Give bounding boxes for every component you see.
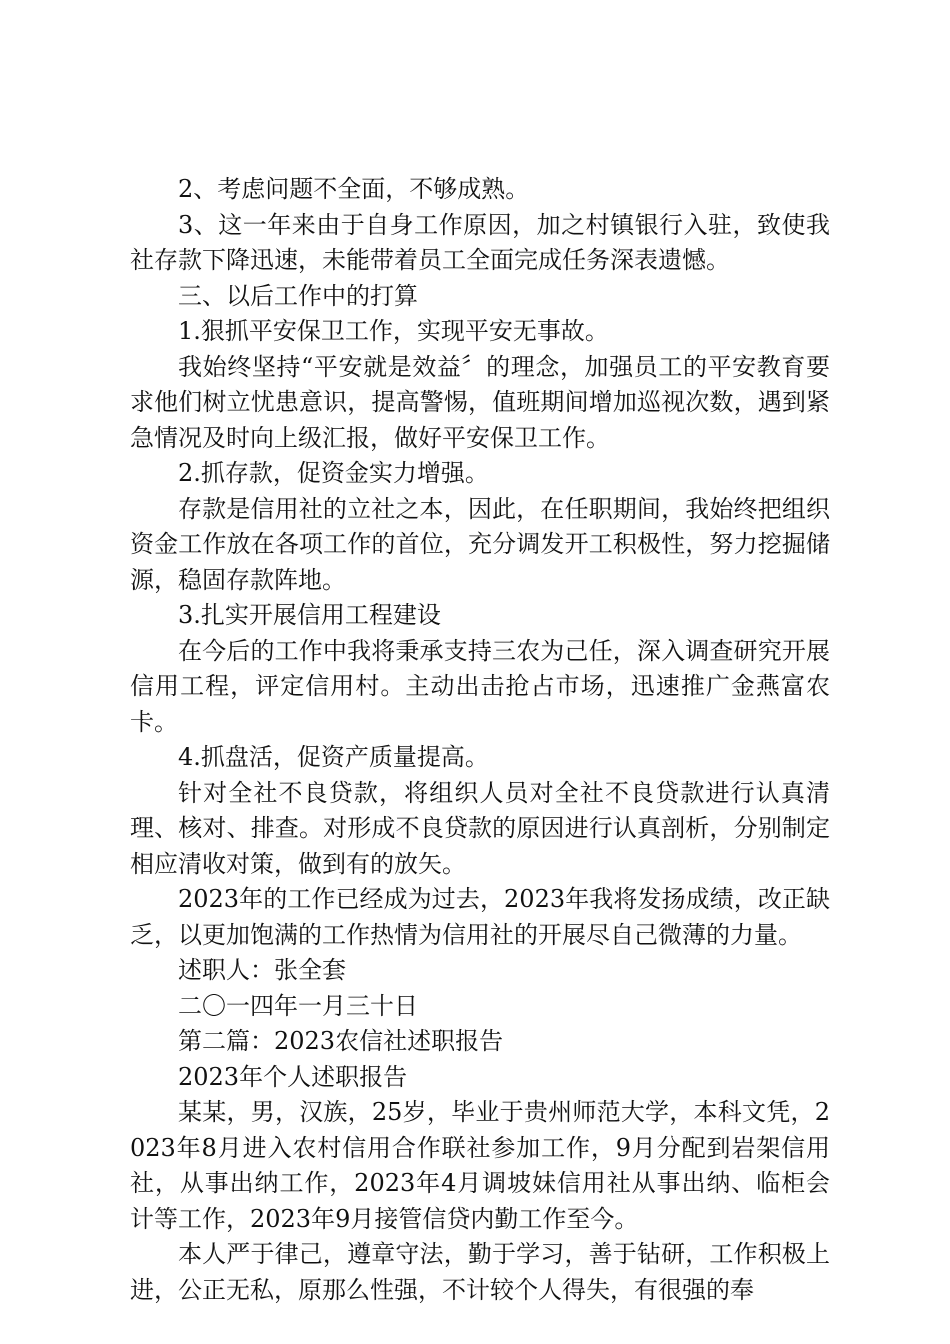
paragraph: 在今后的工作中我将秉承支持三农为己任，深入调查研究开展信用工程，评定信用村。主动出击抢占市场，迅速推广金燕富农卡。: [130, 636, 830, 736]
subheading: 3.扎实开展信用工程建设: [178, 601, 441, 629]
paragraph: 3、这一年来由于自身工作原因，加之村镇银行入驻，致使我社存款下降迅速，未能带着员工全面完成任务深表遗憾。: [130, 210, 830, 274]
date-line: 二〇一四年一月三十日: [178, 991, 418, 1020]
subheading: 4.抓盘活，促资产质量提高。: [178, 743, 489, 771]
paragraph: 某某，男，汉族，25岁，毕业于贵州师范大学，本科文凭，2023年8月进入农村信用合作联社参加工作，9月分配到岩架信用社，从事出纳工作，2023年4月调坡妹信用社从事出纳、临柜会计等工作，2023年9月接管信贷内勤工作至今。: [130, 1098, 830, 1233]
document-body: [130, 172, 830, 1308]
report-title: 2023年个人述职报告: [178, 1062, 408, 1091]
signature-line: 述职人：张全套: [178, 956, 346, 984]
subheading: 1.狠抓平安保卫工作，实现平安无事故。: [178, 317, 609, 345]
paragraph: 我始终坚持“平安就是效益〞的理念，加强员工的平安教育要求他们树立忧患意识，提高警惕，值班期间增加巡视次数，遇到紧急情况及时向上级汇报，做好平安保卫工作。: [130, 352, 830, 452]
paragraph: 存款是信用社的立社之本，因此，在任职期间，我始终把组织资金工作放在各项工作的首位，充分调发开工积极性，努力挖掘储源，稳固存款阵地。: [130, 494, 830, 594]
paragraph: 针对全社不良贷款，将组织人员对全社不良贷款进行认真清理、核对、排查。对形成不良贷款的原因进行认真剖析，分别制定相应清收对策，做到有的放矢。: [130, 778, 830, 878]
paragraph: 本人严于律己，遵章守法，勤于学习，善于钻研，工作积极上进，公正无私，原那么性强，不计较个人得失，有很强的奉: [130, 1240, 830, 1304]
paragraph: 2023年的工作已经成为过去，2023年我将发扬成绩，改正缺乏，以更加饱满的工作热情为信用社的开展尽自己微薄的力量。: [130, 885, 830, 949]
paragraph: 2、考虑问题不全面，不够成熟。: [178, 175, 530, 203]
section-title: 第二篇：2023农信社述职报告: [178, 1027, 504, 1055]
section-heading: 三、以后工作中的打算: [178, 281, 418, 310]
subheading: 2.抓存款，促资金实力增强。: [178, 459, 489, 487]
